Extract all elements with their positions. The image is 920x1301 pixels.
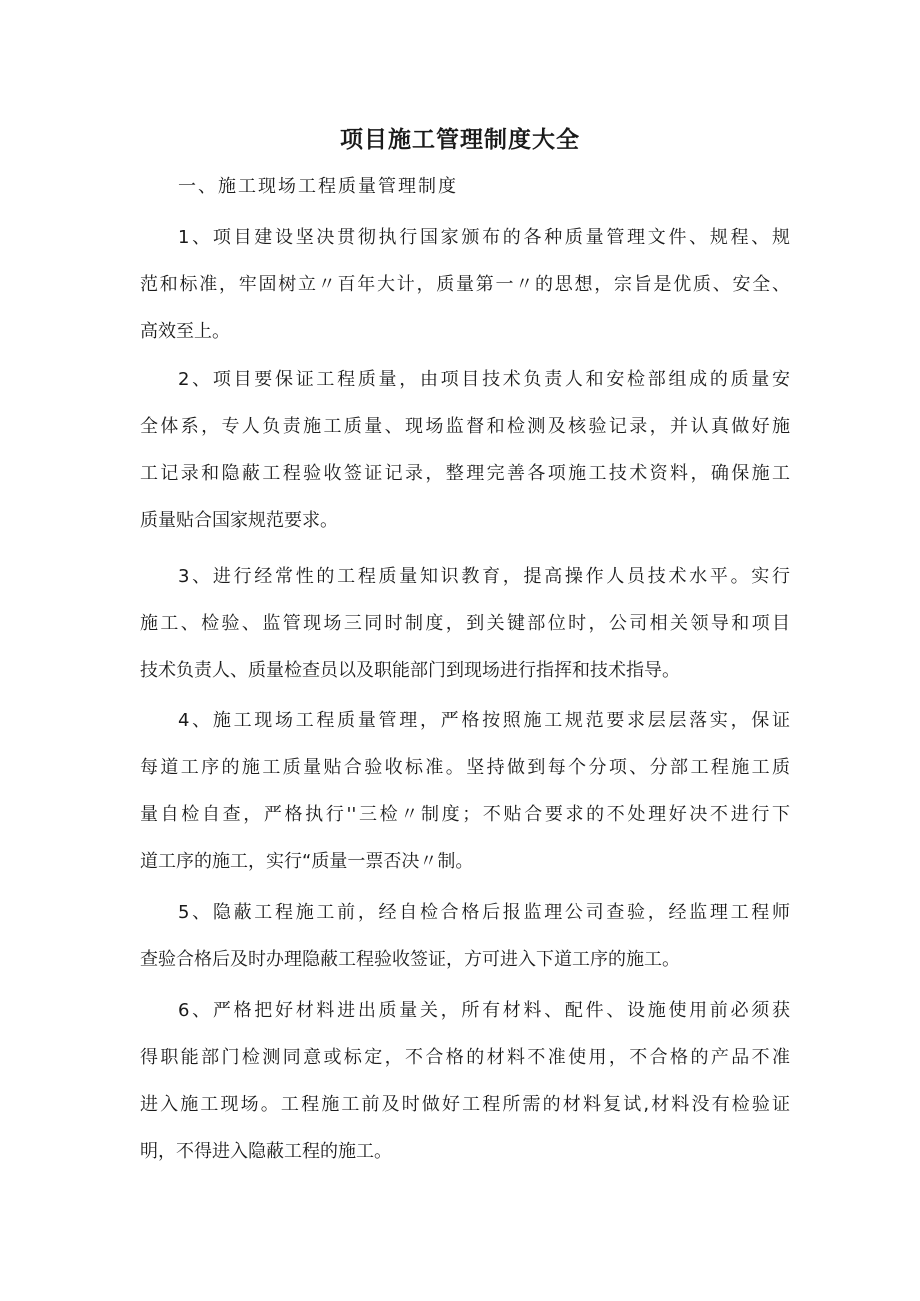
- paragraph-line: 进入施工现场。工程施工前及时做好工程所需的材料复试,材料没有检验证: [140, 1094, 790, 1115]
- section-heading: 一、施工现场工程质量管理制度: [178, 176, 458, 197]
- document-title: 项目施工管理制度大全: [340, 127, 580, 153]
- paragraph-line: 技术负责人、质量检查员以及职能部门到现场进行指挥和技术指导。: [140, 660, 680, 681]
- paragraph-4: [140, 697, 790, 885]
- paragraph-line: 施工、检验、监管现场三同时制度，到关键部位时，公司相关领导和项目: [140, 613, 790, 634]
- paragraph-3: [140, 553, 790, 694]
- paragraph-5: [140, 889, 790, 983]
- paragraph-line: 4、施工现场工程质量管理，严格按照施工规范要求层层落实，保证: [178, 710, 790, 731]
- paragraph-line: 3、进行经常性的工程质量知识教育，提高操作人员技术水平。实行: [178, 566, 790, 587]
- paragraph-6: [140, 987, 790, 1175]
- paragraph-line: 高效至上。: [140, 321, 230, 342]
- paragraph-line: 明，不得进入隐蔽工程的施工。: [140, 1141, 392, 1162]
- paragraph-line: 全体系，专人负责施工质量、现场监督和检测及核验记录，并认真做好施: [140, 416, 790, 437]
- paragraph-line: 6、严格把好材料进出质量关，所有材料、配件、设施使用前必须获: [178, 1000, 790, 1021]
- paragraph-line: 工记录和隐蔽工程验收签证记录，整理完善各项施工技术资料，确保施工: [140, 463, 790, 484]
- paragraph-line: 1、项目建设坚决贯彻执行国家颁布的各种质量管理文件、规程、规: [178, 227, 790, 248]
- paragraph-1: [140, 214, 790, 355]
- paragraph-line: 范和标准，牢固树立〃百年大计，质量第一〃的思想，宗旨是优质、安全、: [140, 274, 790, 295]
- paragraph-line: 道工序的施工，实行“质量一票否决〃制。: [140, 851, 474, 872]
- paragraph-line: 量自检自查，严格执行''三检〃制度；不贴合要求的不处理好决不进行下: [140, 804, 790, 825]
- paragraph-line: 每道工序的施工质量贴合验收标准。坚持做到每个分项、分部工程施工质: [140, 757, 790, 778]
- paragraph-line: 质量贴合国家规范要求。: [140, 510, 338, 531]
- paragraph-line: 得职能部门检测同意或标定，不合格的材料不准使用，不合格的产品不准: [140, 1047, 790, 1068]
- paragraph-line: 2、项目要保证工程质量，由项目技术负责人和安检部组成的质量安: [178, 369, 790, 390]
- paragraph-line: 查验合格后及时办理隐蔽工程验收签证，方可进入下道工序的施工。: [140, 949, 680, 970]
- paragraph-line: 5、隐蔽工程施工前，经自检合格后报监理公司查验，经监理工程师: [178, 902, 790, 923]
- paragraph-2: [140, 356, 790, 544]
